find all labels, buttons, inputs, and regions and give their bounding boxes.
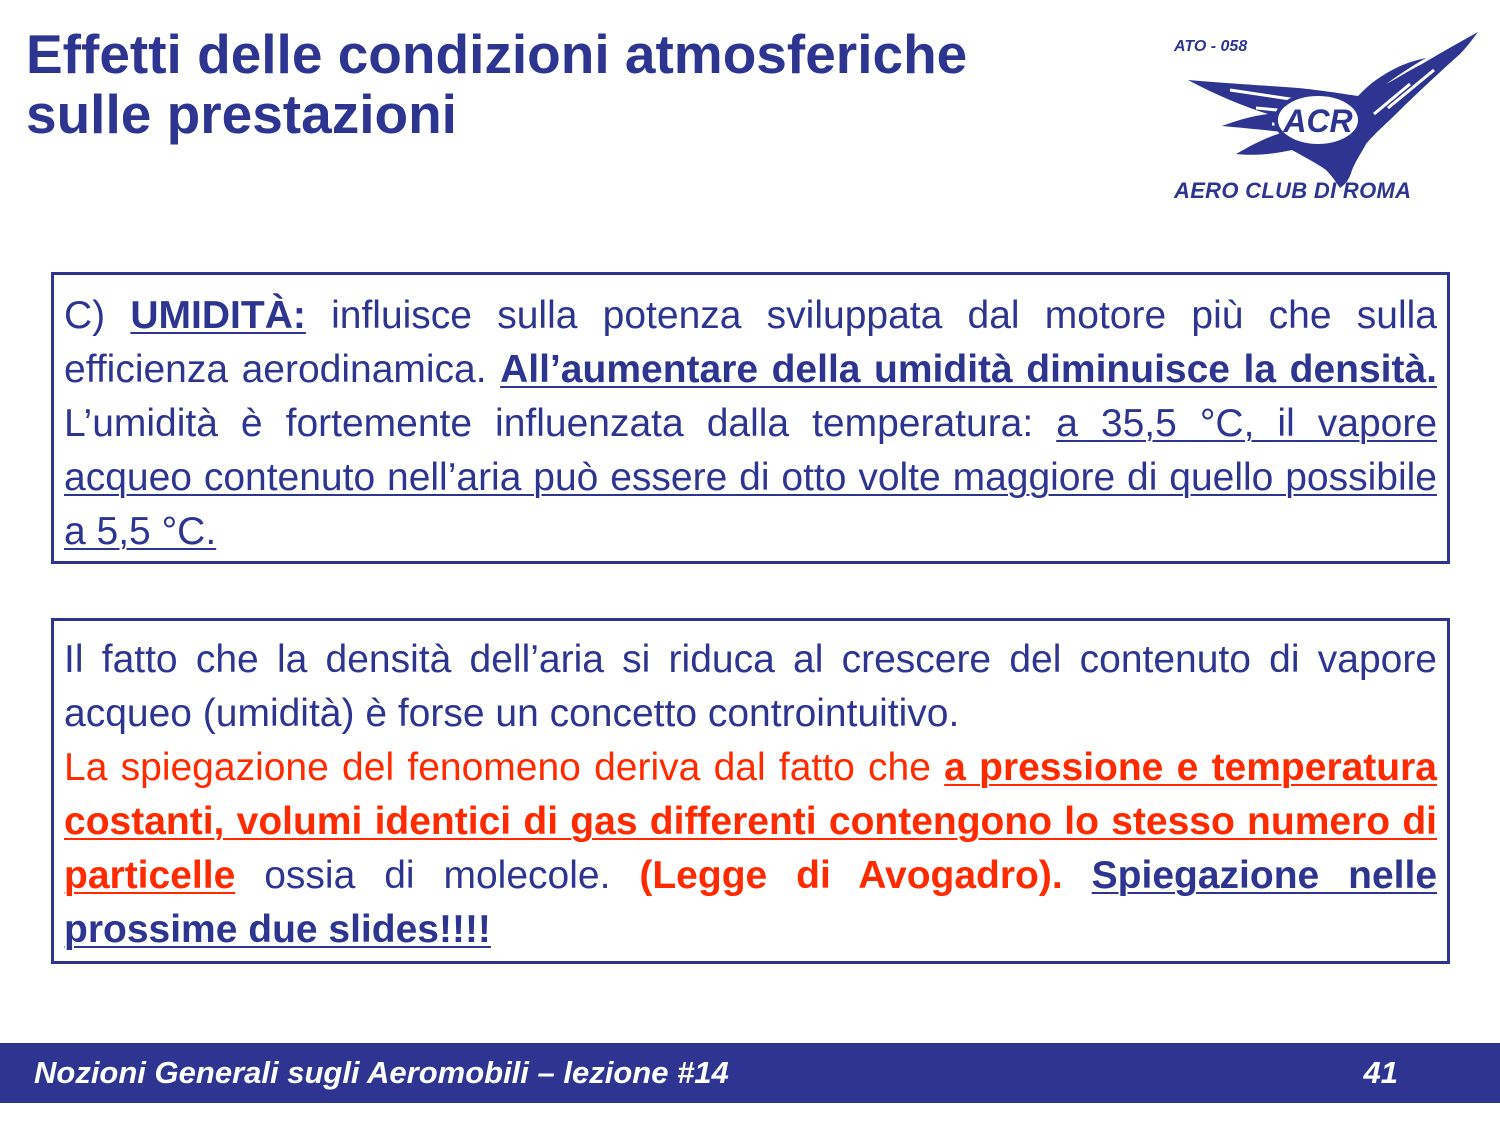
box1-text-1: influisce sulla potenza sviluppata dal motore più che sulla efficienza aerodinamica. — [64, 294, 1437, 391]
next-slides-note: Spiegazione nelle prossime due slides!!!! — [64, 854, 1438, 951]
footer-bar — [0, 1043, 1500, 1103]
box2-red-text: La spiegazione del fenomeno deriva dal fatto che — [64, 746, 931, 789]
logo-club-name: AERO CLUB DI ROMA — [1174, 178, 1412, 203]
avogadro-law-label: (Legge di Avogadro). — [639, 854, 1063, 897]
emblem-letters: ACR — [1283, 103, 1353, 139]
aero-club-logo — [1160, 28, 1485, 213]
box1-prefix: C) — [64, 294, 106, 337]
box2-blue-text: ossia di molecole. — [264, 854, 611, 897]
humidity-heading: UMIDITÀ: — [130, 294, 306, 337]
slide-title-line-1: Effetti delle condizioni atmosferiche — [26, 23, 968, 85]
page-number: 41 — [1363, 1055, 1398, 1090]
footer-course-label: Nozioni Generali sugli Aeromobili – lezione #14 — [34, 1055, 729, 1090]
box2-paragraph-1: Il fatto che la densità dell’aria si riduca al crescere del contenuto di vapore acqueo (umidità) è forse un concetto controintuitivo. — [64, 638, 1437, 735]
logo-ato-code: ATO - 058 — [1174, 38, 1248, 55]
slide-title-line-2: sulle prestazioni — [26, 83, 457, 145]
humidity-info-box — [51, 272, 1450, 564]
box1-text-2: L’umidità è fortemente influenzata dalla temperatura: — [64, 402, 1034, 445]
box1-highlight: All’aumentare della umidità diminuisce la densità. — [500, 348, 1437, 391]
slide-title — [26, 24, 1146, 144]
avogadro-explanation-box — [51, 618, 1450, 964]
box2-red-highlight: a pressione e temperatura costanti, volumi identici di gas differenti contengono lo stesso numero di particelle — [64, 746, 1437, 897]
box1-underlined-text: a 35,5 °C, il vapore acqueo contenuto nell’aria può essere di otto volte maggiore di quello possibile a 5,5 °C. — [64, 402, 1438, 553]
